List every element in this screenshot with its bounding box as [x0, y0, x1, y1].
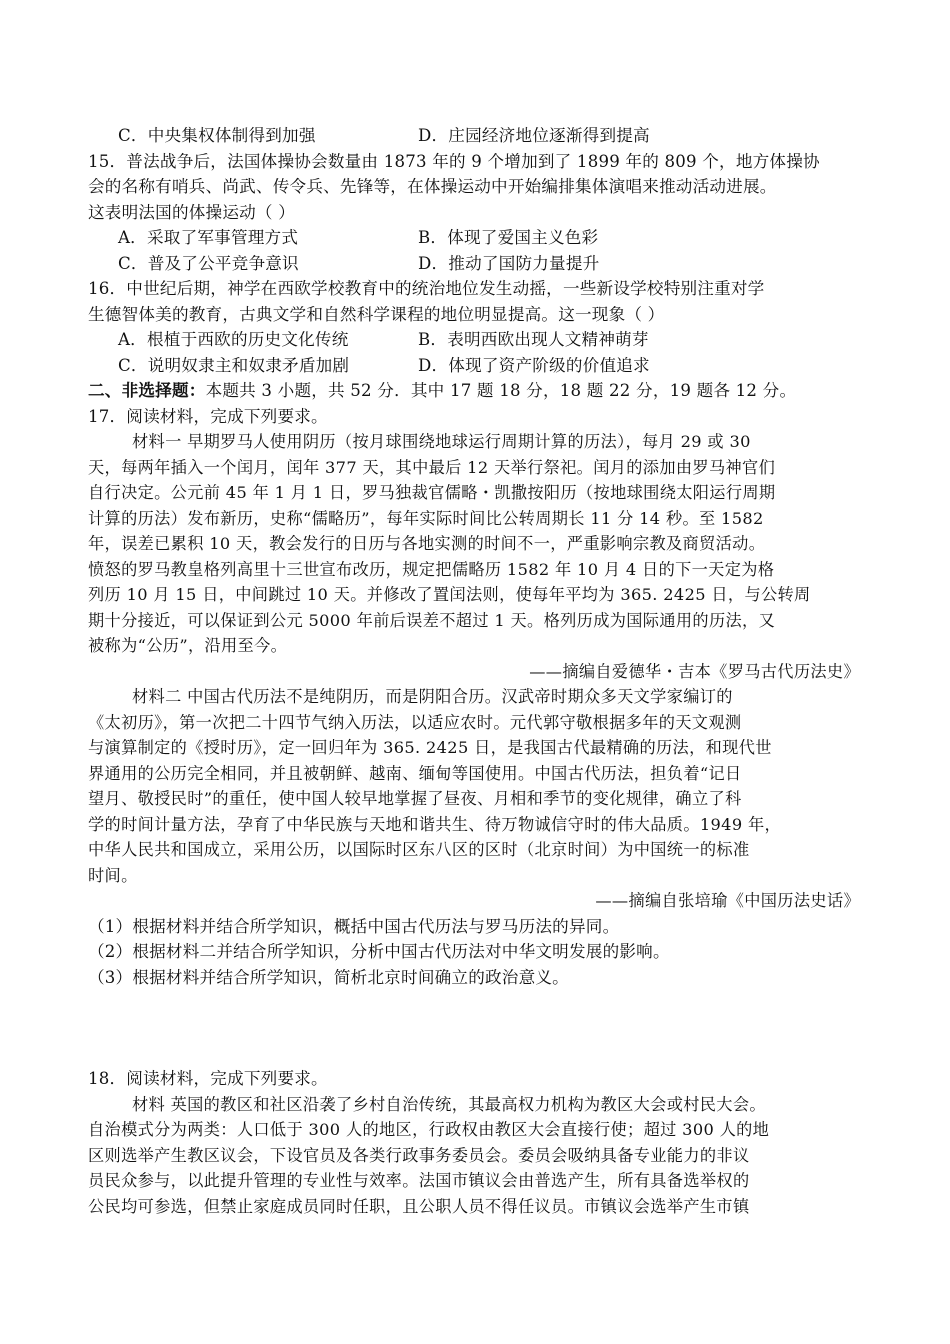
q17-material2-line: 望月、敬授民时”的重任，使中国人较早地掌握了昼夜、月相和季节的变化规律，确立了科 — [88, 789, 742, 808]
q17-material1-line: 期十分接近，可以保证到公元 5000 年前后误差不超过 1 天。格列历成为国际通用的历法，又 — [88, 610, 776, 630]
q18-material-line: 自治模式分为两类：人口低于 300 人的地区，行政权由教区大会直接行使；超过 300 人的地 — [88, 1120, 770, 1139]
q14-option-d: D．庄园经济地位逐渐得到提高 — [418, 126, 650, 145]
q18-material-line: 材料 英国的教区和社区沿袭了乡村自治传统，其最高权力机构为教区大会或村民大会。 — [132, 1094, 766, 1114]
q17-source1: ——摘编自爱德华・吉本《罗马古代历法史》 — [529, 661, 860, 681]
q14-options-row — [88, 123, 864, 149]
q16-stem-line: 生德智体美的教育，古典文学和自然科学课程的地位明显提高。这一现象（ ） — [88, 304, 665, 324]
q18-material-line: 公民均可参选，但禁止家庭成员同时任职，且公职人员不得任议员。市镇议会选举产生市镇 — [88, 1196, 750, 1216]
q15-stem-line: 这表明法国的体操运动（ ） — [88, 202, 295, 222]
q17-material1-line: 年，误差已累积 10 天，教会发行的日历与各地实测的时间不一，严重影响宗教及商贸活动。 — [88, 534, 766, 553]
exam-page — [88, 123, 864, 1219]
q17-material1-line: 材料一 早期罗马人使用阴历（按月球围绕地球运行周期计算的历法），每月 29 或 30 — [132, 432, 751, 451]
q17-question: （1）根据材料并结合所学知识，概括中国古代历法与罗马历法的异同。 — [88, 916, 620, 936]
q17-material2-line: 学的时间计量方法，孕育了中华民族与天地和谐共生、待万物诚信守时的伟大品质。1949 年， — [88, 814, 782, 834]
q15-option-b: B．体现了爱国主义色彩 — [418, 228, 599, 247]
q16-stem-line: 16．中世纪后期，神学在西欧学校教育中的统治地位发生动摇，一些新设学校特别注重对学 — [88, 279, 765, 298]
q16-option-a: A．根植于西欧的历史文化传统 — [118, 330, 349, 349]
q15-stem-line: 15．普法战争后，法国体操协会数量由 1873 年的 9 个增加到了 1899 年的 809 个，地方体操协 — [88, 151, 820, 171]
q17-material2-line: 材料二 中国古代历法不是纯阴历，而是阴阳合历。汉武帝时期众多天文学家编订的 — [132, 687, 733, 706]
q16-options-row — [88, 327, 864, 353]
section-2-title: 二、非选择题： — [88, 380, 206, 400]
q16-option-b: B．表明西欧出现人文精神萌芽 — [418, 330, 649, 349]
q17-material1-line: 自行决定。公元前 45 年 1 月 1 日，罗马独裁官儒略・凯撒按阳历（按地球围绕太阳运行周期 — [88, 483, 776, 502]
q17-intro: 17．阅读材料，完成下列要求。 — [88, 406, 328, 426]
section-2-desc: 本题共 3 小题，共 52 分．其中 17 题 18 分，18 题 22 分，19 题各 12 分。 — [205, 381, 797, 400]
q17-material2-line: 时间。 — [88, 865, 138, 885]
q17-material2-line: 与演算制定的《授时历》，定一回归年为 365. 2425 日，是我国古代最精确的历法，和现代世 — [88, 738, 772, 757]
q15-option-a: A．采取了军事管理方式 — [118, 228, 299, 247]
q17-material1-line: 列历 10 月 15 日，中间跳过 10 天。并修改了置闰法则，使每年平均为 365. 2425 日，与公转周 — [88, 585, 811, 604]
q18-intro: 18．阅读材料，完成下列要求。 — [88, 1069, 328, 1088]
q17-material2-line: 中华人民共和国成立，采用公历，以国际时区东八区的区时（北京时间）为中国统一的标准 — [88, 840, 750, 859]
q17-material2-line: 界通用的公历完全相同，并且被朝鲜、越南、缅甸等国使用。中国古代历法，担负着“记日 — [88, 763, 742, 783]
q15-option-d: D．推动了国防力量提升 — [418, 253, 600, 273]
answer-space — [88, 990, 864, 1066]
q17-material2-line: 《太初历》，第一次把二十四节气纳入历法，以适应农时。元代郭守敬根据多年的天文观测 — [88, 712, 742, 732]
q16-option-d: D．体现了资产阶级的价值追求 — [418, 355, 650, 375]
q17-material1-line: 计算的历法）发布新历，史称“儒略历”，每年实际时间比公转周期长 11 分 14 秒。至 1582 — [88, 508, 764, 528]
q18-material-line: 区则选举产生教区议会，下设官员及各类行政事务委员会。委员会吸纳具备专业能力的非议 — [88, 1145, 750, 1165]
q17-material1-line: 被称为“公历”，沿用至今。 — [88, 636, 288, 655]
q18-material-line: 员民众参与，以此提升管理的专业性与效率。法国市镇议会由普选产生，所有具备选举权的 — [88, 1171, 750, 1190]
q16-option-c: C．说明奴隶主和奴隶矛盾加剧 — [118, 355, 350, 375]
q15-stem-line: 会的名称有哨兵、尚武、传令兵、先锋等，在体操运动中开始编排集体演唱来推动活动进展。 — [88, 177, 777, 196]
q17-material1-line: 愤怒的罗马教皇格列高里十三世宣布改历，规定把儒略历 1582 年 10 月 4 日的下一天定为格 — [88, 559, 775, 579]
q16-options-row — [88, 353, 864, 379]
q15-options-row — [88, 251, 864, 277]
section-2-heading — [88, 378, 864, 404]
q17-material1-line: 天，每两年插入一个闰月，闰年 377 天，其中最后 12 天举行祭祀。闰月的添加由罗马神官们 — [88, 457, 776, 477]
q17-source2: ——摘编自张培瑜《中国历法史话》 — [595, 891, 860, 910]
q17-question: （3）根据材料并结合所学知识，简析北京时间确立的政治意义。 — [88, 967, 569, 987]
q17-question: （2）根据材料二并结合所学知识，分析中国古代历法对中华文明发展的影响。 — [88, 942, 670, 961]
q15-option-c: C．普及了公平竞争意识 — [118, 253, 299, 273]
q15-options-row — [88, 225, 864, 251]
q14-option-c: C．中央集权体制得到加强 — [118, 126, 316, 145]
